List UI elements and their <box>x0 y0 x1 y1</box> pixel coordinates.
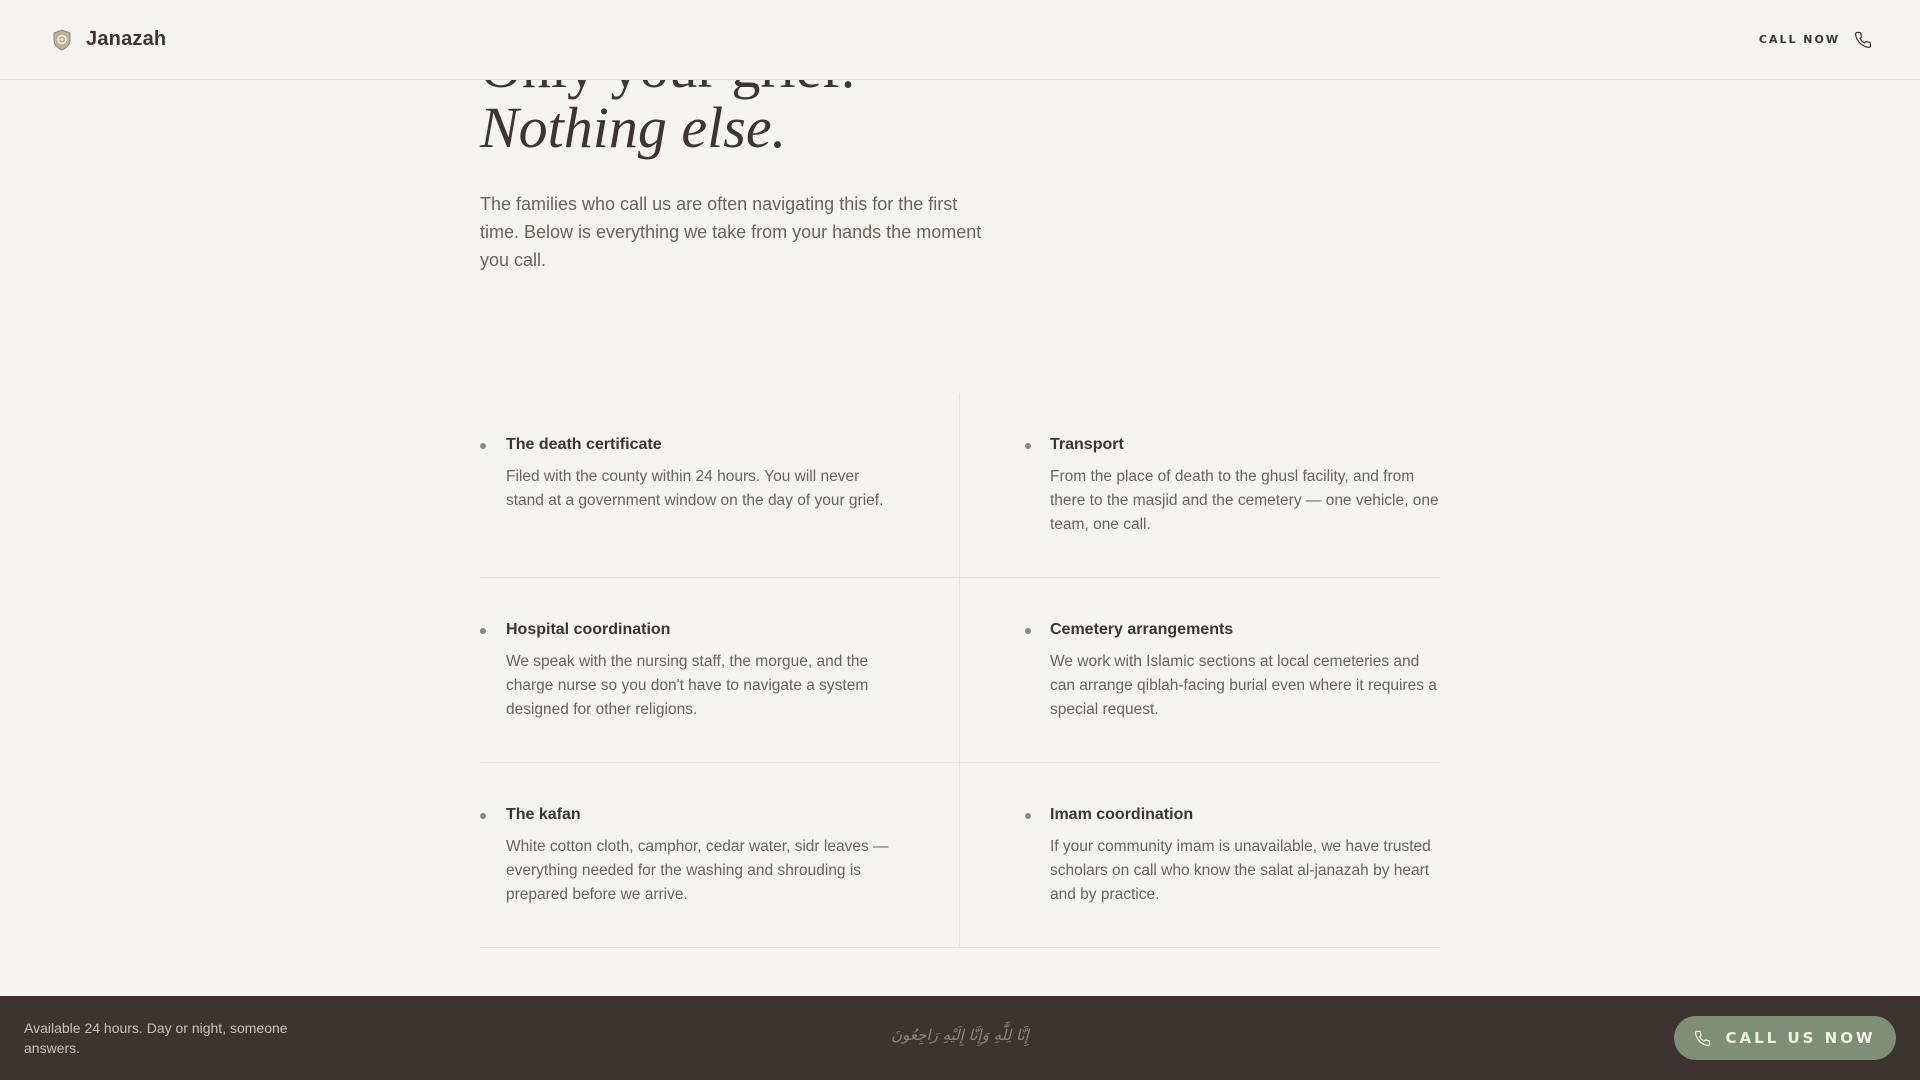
header-call-label: CALL NOW <box>1758 33 1840 46</box>
service-title: Cemetery arrangements <box>1050 621 1234 638</box>
phone-icon <box>1854 31 1872 49</box>
header-call-button[interactable] <box>1759 31 1872 49</box>
phone-icon <box>1694 1030 1711 1047</box>
service-description: If your community imam is unavailable, we have trusted scholars on call who know the salat al-janazah by heart and by practice. <box>1050 838 1431 903</box>
bullet-dot <box>1025 813 1031 819</box>
service-description: Filed with the county within 24 hours. You will never stand at a government window on the day of your grief. <box>506 468 884 509</box>
site-header <box>0 0 1920 80</box>
service-description: We speak with the nursing staff, the morgue, and the charge nurse so you don't have to navigate a system designed for other religions. <box>506 653 869 718</box>
services-grid <box>480 393 1440 948</box>
cta-label: CALL US NOW <box>1725 1029 1876 1047</box>
service-title: Hospital coordination <box>506 621 671 638</box>
service-title: The kafan <box>506 806 581 823</box>
hero-headline-line2: Nothing else. <box>480 95 787 160</box>
service-item <box>480 393 960 578</box>
service-item <box>960 763 1440 948</box>
service-description: White cotton cloth, camphor, cedar water, sidr leaves — everything needed for the washing and shrouding is prepared before we arrive. <box>506 838 889 903</box>
hero-intro: The families who call us are often navigating this for the first time. Below is everything we take from your hands the moment you call. <box>480 194 982 270</box>
service-item <box>960 578 1440 763</box>
service-title: Transport <box>1050 436 1124 453</box>
bullet-dot <box>480 443 486 449</box>
service-item <box>480 578 960 763</box>
bullet-dot <box>480 628 486 634</box>
sticky-call-bar <box>0 996 1920 1080</box>
availability-text: Available 24 hours. Day or night, someone answers. <box>24 1020 288 1056</box>
service-item <box>480 763 960 948</box>
service-item <box>960 393 1440 578</box>
shield-crest-icon <box>52 29 72 51</box>
brand-link[interactable] <box>52 28 166 51</box>
service-description: We work with Islamic sections at local cemeteries and can arrange qiblah-facing burial even where it requires a special request. <box>1050 653 1437 718</box>
service-title: Imam coordination <box>1050 806 1194 823</box>
call-us-now-button[interactable] <box>1674 1016 1896 1060</box>
arabic-verse: إِنَّا لِلَّٰهِ وَإِنَّا إِلَيْهِ رَاجِعُونَ <box>891 1026 1029 1044</box>
bullet-dot <box>1025 443 1031 449</box>
bullet-dot <box>1025 628 1031 634</box>
service-description: From the place of death to the ghusl facility, and from there to the masjid and the cemetery — one vehicle, one team, one call. <box>1050 468 1439 533</box>
bullet-dot <box>480 813 486 819</box>
brand-name: Janazah <box>86 28 167 50</box>
service-title: The death certificate <box>506 436 662 453</box>
